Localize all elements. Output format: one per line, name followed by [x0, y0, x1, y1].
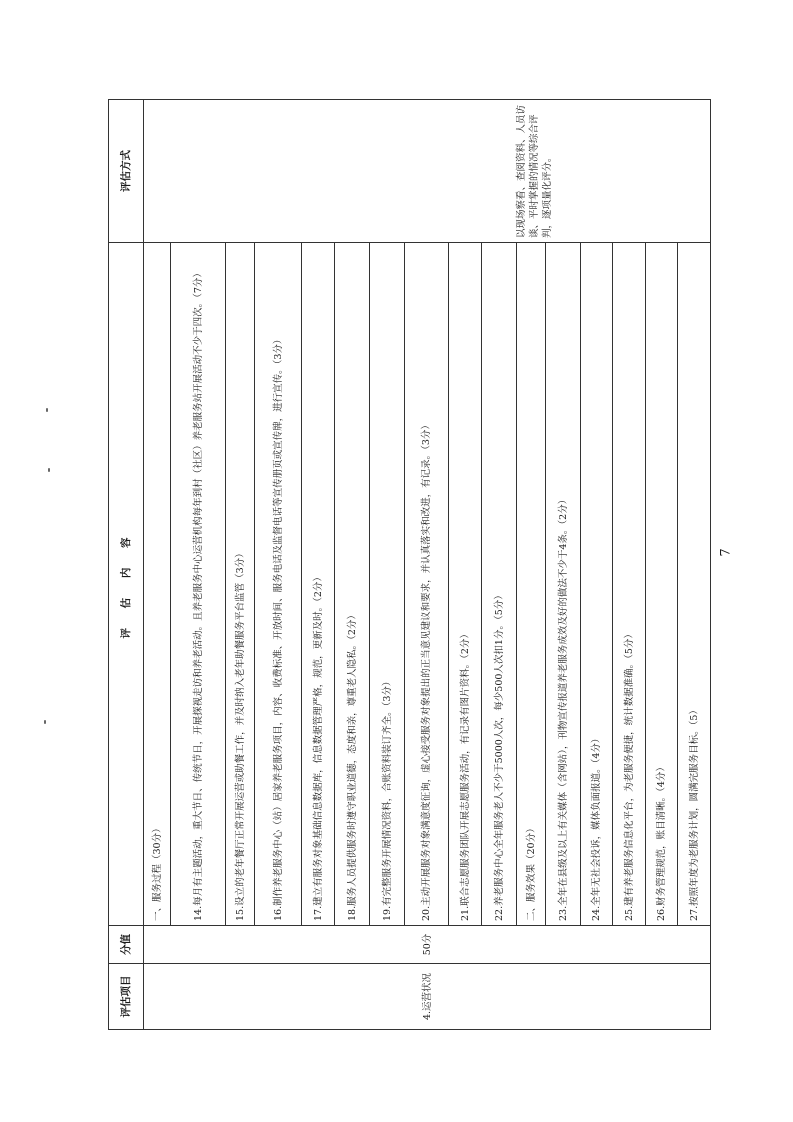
content-row-5: 18.服务人员提供服务时遵守职业道德，态度和亲，尊重老人隐私。（2分） — [335, 243, 370, 926]
content-row-0: 一、服务过程（30分） — [144, 243, 171, 926]
table-header-row — [109, 100, 144, 1030]
method-cell — [144, 100, 711, 243]
header-content-label: 评 估 内 容 — [119, 529, 132, 639]
content-row-1: 14.每月有主题活动，重大节日、传统节日，开展探视走访和养老活动。且养老服务中心运营机构每年到村（社区）养老服务站开展活动不少于四次。（7分） — [171, 243, 226, 926]
content-row-8: 21.联合志愿服务团队开展志愿服务活动，有记录有图片资料。（2分） — [449, 243, 482, 926]
page-number: 7 — [718, 548, 734, 557]
content-row-15: 27.按照年度为老服务计划，圆满完服务目标。（5） — [678, 243, 711, 926]
score-cell: 50分 — [144, 926, 711, 964]
scan-speck — [44, 720, 46, 724]
content-row-11: 23.全年在县级及以上有关媒体（含网站），刊物宣传报道养老服务成效及好的做法不少于4条。（2分） — [546, 243, 581, 926]
content-row-7: 20.主动开展服务对象满意度征询，虚心接受服务对象提出的正当意见建议和要求，并认真落实和改进，有记录。（3分） — [405, 243, 449, 926]
scan-speck — [48, 468, 50, 472]
content-row-6: 19.有完整服务开展情况资料，合账资料装订齐全。（3分） — [370, 243, 405, 926]
header-method: 评估方式 — [109, 100, 144, 243]
evaluation-table — [108, 99, 711, 1030]
content-row-9: 22.养老服务中心全年服务老人不少于5000人次，每少500人次扣1分。（5分） — [482, 243, 517, 926]
content-row-14: 26.财务管理规范，账目清晰。（4分） — [646, 243, 678, 926]
content-row-12: 24.全年无社会投诉，媒体负面报道。（4分） — [581, 243, 613, 926]
content-row-2: 15.设立的老年餐厅正常开展运营或助餐工作，并及时纳入老年助餐服务平台监管（3分） — [226, 243, 255, 926]
content-row-10: 二、服务效果（20分） — [517, 243, 546, 926]
content-row-13: 25.建有养老服务信息化平台，为老服务便捷，统计数据准确。（5分） — [613, 243, 646, 926]
header-content — [109, 243, 144, 926]
method-text: 以现场察看、查阅资料、人员访谈、平时掌握的情况等综合评判，逐项量化评分。 — [516, 104, 553, 238]
table-row — [144, 100, 171, 1030]
rotated-table-page — [108, 100, 700, 1030]
header-score: 分值 — [109, 926, 144, 964]
header-item: 评估项目 — [109, 964, 144, 1030]
item-cell: 4.运营状况 — [144, 964, 711, 1030]
content-row-3: 16.制作养老服务中心（站）居家养老服务项目，内容、收费标准、开放时间、服务电话及监督电话等宣传册页或宣传牌，进行宣传。（3分） — [255, 243, 302, 926]
content-row-4: 17.建立有服务对象基础信息数据库，信息数据管理严格，规范，更新及时。（2分） — [302, 243, 335, 926]
scan-speck — [46, 408, 48, 412]
